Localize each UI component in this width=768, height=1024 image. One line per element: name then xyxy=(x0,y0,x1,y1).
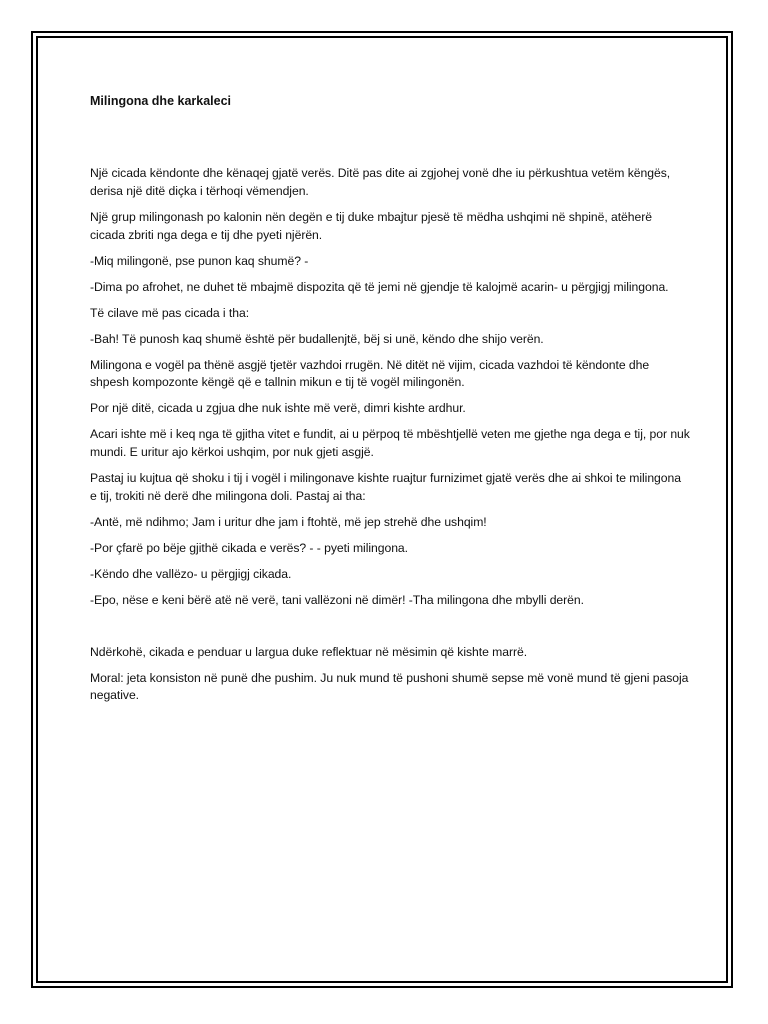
document-body xyxy=(90,93,690,703)
paragraph-list xyxy=(90,165,690,713)
paragraph-12: -Por çfarë po bëje gjithë cikada e verës? - - pyeti milingona. xyxy=(90,540,409,555)
paragraph-1: Një cicada këndonte dhe kënaqej gjatë verës. Ditë pas dite ai zgjohej vonë dhe iu përkushtua vetëm këngës, derisa një ditë diçka i tërhoqi vëmendjen. xyxy=(90,166,671,198)
paragraph-7: Milingona e vogël pa thënë asgjë tjetër vazhdoi rrugën. Në ditët në vijim, cicada vazhdoi të këndonte dhe shpesh kompozonte këngë që e tallnin mikun e tij të vogël milingonën. xyxy=(90,357,650,390)
paragraph-13: -Këndo dhe vallëzo- u përgjigj cikada. xyxy=(90,566,292,581)
paragraph-6: -Bah! Të punosh kaq shumë është për budallenjtë, bëj si unë, këndo dhe shijo verën. xyxy=(90,331,544,346)
paragraph-10: Pastaj iu kujtua që shoku i tij i vogël i milingonave kishte ruajtur furnizimet gjatë verës dhe ai shkoi te milingona e tij, trokiti në derë dhe milingona doli. Pastaj ai tha: xyxy=(90,471,681,503)
paragraph-2: Një grup milingonash po kalonin nën degën e tij duke mbajtur pjesë të mëdha ushqimi në shpinë, atëherë cicada zbriti nga dega e tij dhe pyeti njërën. xyxy=(90,209,652,242)
paragraph-4: -Dima po afrohet, ne duhet të mbajmë dispozita që të jemi në gjendje të kalojmë acarin- u përgjigj milingona. xyxy=(90,279,669,294)
paragraph-5: Të cilave më pas cicada i tha: xyxy=(90,305,250,320)
paragraph-3: -Miq milingonë, pse punon kaq shumë? - xyxy=(90,253,309,268)
paragraph-moral: Moral: jeta konsiston në punë dhe pushim. Ju nuk mund të pushoni shumë sepse më vonë mund të gjeni pasoja negative. xyxy=(90,670,689,703)
paragraph-8: Por një ditë, cicada u zgjua dhe nuk ishte më verë, dimri kishte ardhur. xyxy=(90,401,466,416)
paragraph-11: -Antë, më ndihmo; Jam i uritur dhe jam i ftohtë, më jep strehë dhe ushqim! xyxy=(90,514,487,529)
paragraph-15: Ndërkohë, cikada e penduar u largua duke reflektuar në mësimin që kishte marrë. xyxy=(90,644,528,659)
paragraph-14: -Epo, nëse e keni bërë atë në verë, tani vallëzoni në dimër! -Tha milingona dhe mbylli derën. xyxy=(90,592,584,607)
paragraph-9: Acari ishte më i keq nga të gjitha vitet e fundit, ai u përpoq të mbështjellë veten me gjethe nga dega e tij, por nuk mundi. E uritur ajo kërkoi ushqim, por nuk gjeti asgjë. xyxy=(90,427,690,460)
document-title: Milingona dhe karkaleci xyxy=(90,94,232,108)
